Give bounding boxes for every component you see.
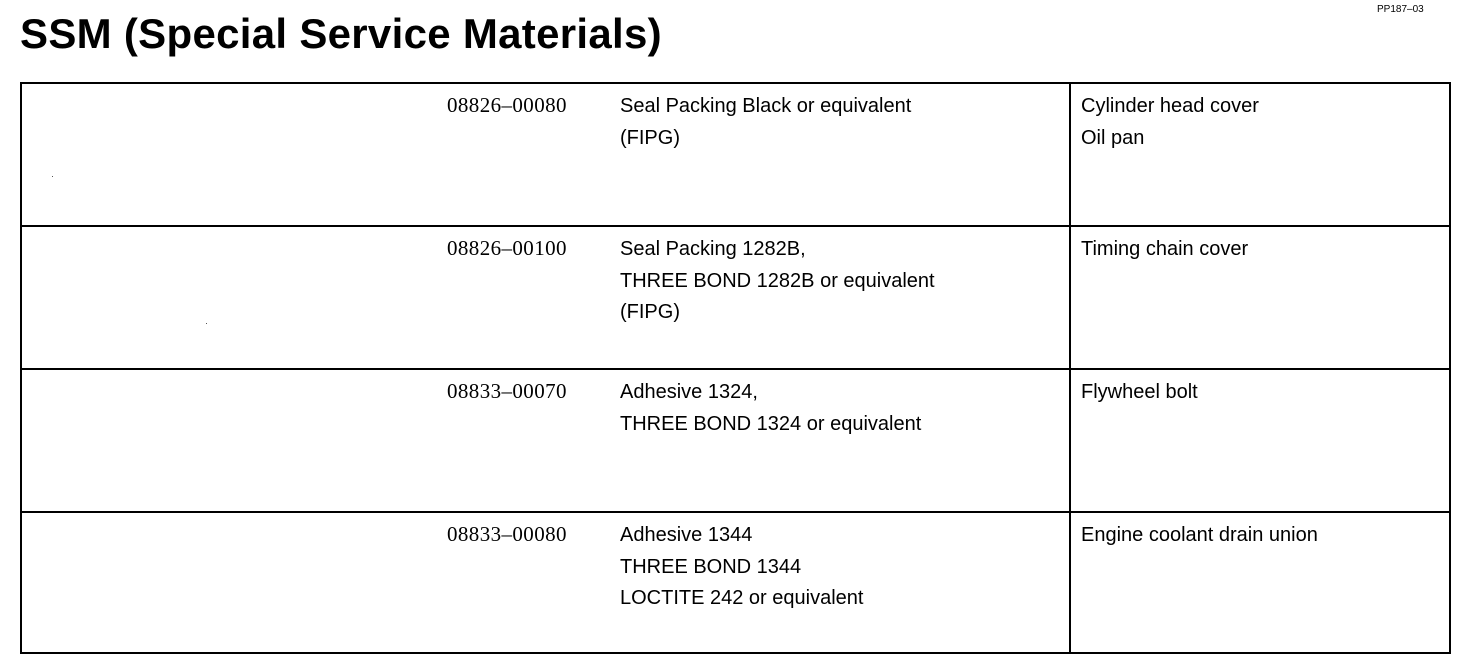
usage-line: Engine coolant drain union xyxy=(1081,524,1318,546)
column-divider xyxy=(1069,370,1071,511)
material-cell xyxy=(620,234,1060,329)
usage-line: Flywheel bolt xyxy=(1081,381,1198,403)
part-number: 08826–00100 xyxy=(447,236,567,260)
material-line: THREE BOND 1344 xyxy=(620,555,802,578)
part-number: 08826–00080 xyxy=(447,93,567,117)
material-line: Seal Packing Black or equivalent xyxy=(620,95,912,117)
table-row xyxy=(22,84,1449,225)
material-line: (FIPG) xyxy=(620,301,680,323)
usage-cell xyxy=(1081,377,1441,409)
material-line: Adhesive 1324, xyxy=(620,381,758,403)
table-row xyxy=(22,368,1449,511)
document-code: PP187–03 xyxy=(1377,4,1424,15)
column-divider xyxy=(1069,84,1071,225)
usage-line: Cylinder head cover xyxy=(1081,95,1259,117)
page-title: SSM (Special Service Materials) xyxy=(20,10,662,57)
ssm-table xyxy=(20,82,1451,654)
material-cell xyxy=(620,520,1060,615)
material-cell xyxy=(620,91,1060,154)
usage-cell xyxy=(1081,234,1441,266)
material-cell xyxy=(620,377,1060,440)
material-line: Seal Packing 1282B, xyxy=(620,238,806,260)
column-divider xyxy=(1069,227,1071,368)
material-line: LOCTITE 242 or equivalent xyxy=(620,587,864,609)
material-line: (FIPG) xyxy=(620,126,680,149)
material-line: THREE BOND 1324 or equivalent xyxy=(620,412,922,435)
part-number: 08833–00070 xyxy=(447,379,567,403)
usage-cell xyxy=(1081,520,1441,552)
column-divider xyxy=(1069,513,1071,652)
table-row xyxy=(22,225,1449,368)
material-line: THREE BOND 1282B or equivalent xyxy=(620,269,935,292)
part-number: 08833–00080 xyxy=(447,522,567,546)
material-line: Adhesive 1344 xyxy=(620,524,753,546)
usage-cell xyxy=(1081,91,1441,154)
usage-line: Timing chain cover xyxy=(1081,238,1249,260)
usage-line: Oil pan xyxy=(1081,126,1145,149)
table-row xyxy=(22,511,1449,652)
